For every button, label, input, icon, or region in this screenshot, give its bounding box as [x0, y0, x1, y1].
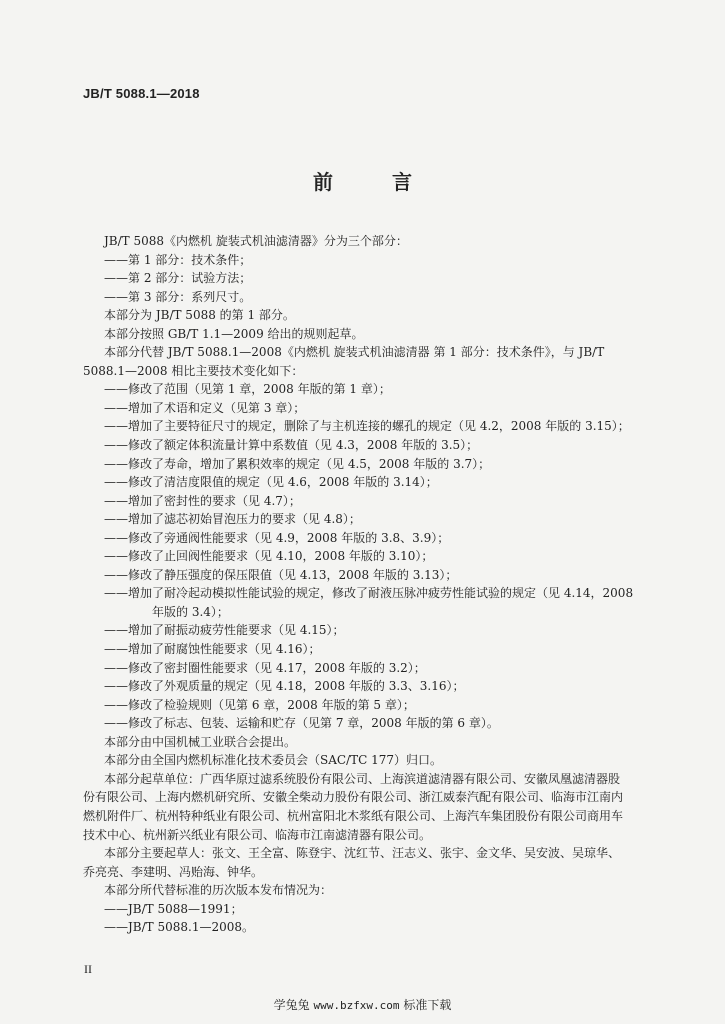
page-number: II [84, 962, 92, 976]
text-line: ——增加了主要特征尺寸的规定，删除了与主机连接的螺孔的规定（见 4.2，2008 年版的 3.15）； [104, 419, 630, 434]
document-code: JB/T 5088.1—2018 [83, 86, 200, 101]
text-line: ——第 1 部分：技术条件； [104, 252, 252, 267]
text-line: ——修改了寿命，增加了累积效率的规定（见 4.5，2008 年版的 3.7）； [104, 456, 491, 471]
text-line: ——修改了范围（见第 1 章，2008 年版的第 1 章）； [104, 382, 391, 397]
page-title: 前 言 [313, 170, 438, 194]
text-line: ——JB/T 5088.1—2008。 [104, 920, 255, 935]
text-line: 5088.1—2008 相比主要技术变化如下： [83, 363, 304, 378]
text-line: ——修改了静压强度的保压限值（见 4.13，2008 年版的 3.13）； [104, 567, 458, 582]
text-line: ——修改了清洁度限值的规定（见 4.6，2008 年版的 3.14）； [104, 475, 438, 490]
watermark-footer [0, 996, 725, 1013]
text-line: 技术中心、杭州新兴纸业有限公司、临海市江南滤清器有限公司。 [83, 827, 432, 842]
text-line: 本部分所代替标准的历次版本发布情况为： [104, 883, 333, 898]
text-line: ——增加了密封性的要求（见 4.7）； [104, 493, 301, 508]
foreword-body [83, 232, 658, 937]
text-line: ——JB/T 5088—1991； [104, 901, 243, 916]
text-line: 本部分由全国内燃机标准化技术委员会（SAC/TC 177）归口。 [104, 753, 443, 768]
text-line: ——修改了标志、包装、运输和贮存（见第 7 章，2008 年版的第 6 章）。 [104, 716, 499, 731]
text-line: ——修改了密封圈性能要求（见 4.17，2008 年版的 3.2）； [104, 660, 426, 675]
footer-label: 标准下载 [403, 998, 452, 1012]
text-line: 本部分主要起草人：张文、王全富、陈登宇、沈红节、汪志义、张宇、金文华、吴安波、吴琼华、 [104, 846, 621, 861]
text-line: ——增加了术语和定义（见第 3 章）； [104, 400, 306, 415]
text-line: 本部分代替 JB/T 5088.1—2008《内燃机 旋装式机油滤清器 第 1 部分：技术条件》，与 JB/T [104, 345, 605, 360]
text-line: ——增加了耐腐蚀性能要求（见 4.16）； [104, 642, 321, 657]
text-line: ——增加了耐冷起动模拟性能试验的规定，修改了耐液压脉冲疲劳性能试验的规定（见 4.14，2008 [104, 586, 634, 601]
text-line: 年版的 3.4）； [152, 604, 229, 619]
text-line: JB/T 5088《内燃机 旋装式机油滤清器》分为三个部分： [104, 234, 408, 248]
text-line: ——修改了检验规则（见第 6 章，2008 年版的第 5 章）； [104, 697, 415, 712]
footer-url[interactable]: www.bzfxw.com [313, 999, 400, 1012]
text-line: 份有限公司、上海内燃机研究所、安徽全柴动力股份有限公司、浙江威泰汽配有限公司、临海市江南内 [83, 790, 624, 805]
text-line: ——修改了外观质量的规定（见 4.18，2008 年版的 3.3、3.16）； [104, 679, 465, 694]
text-line: ——修改了止回阀性能要求（见 4.10，2008 年版的 3.10）； [104, 549, 434, 564]
text-line: ——增加了滤芯初始冒泡压力的要求（见 4.8）； [104, 512, 361, 527]
footer-site: 学兔兔 [273, 998, 310, 1012]
text-line: ——第 2 部分：试验方法； [104, 271, 252, 286]
text-line: ——修改了额定体积流量计算中系数值（见 4.3，2008 年版的 3.5）； [104, 438, 479, 453]
text-line: ——第 3 部分：系列尺寸。 [104, 289, 252, 304]
text-line: 燃机附件厂、杭州特种纸业有限公司、杭州富阳北木浆纸有限公司、上海汽车集团股份有限公司商用车 [83, 808, 624, 823]
text-line: 本部分起草单位：广西华原过滤系统股份有限公司、上海滨道滤清器有限公司、安徽凤凰滤清器股 [104, 771, 621, 786]
text-line: ——增加了耐振动疲劳性能要求（见 4.15）； [104, 623, 345, 638]
text-line: 本部分按照 GB/T 1.1—2009 给出的规则起草。 [104, 326, 364, 341]
text-line: 本部分由中国机械工业联合会提出。 [104, 734, 297, 749]
text-line: 乔亮亮、李建明、冯贻海、钟华。 [83, 864, 264, 879]
text-line: ——修改了旁通阀性能要求（见 4.9，2008 年版的 3.8、3.9）； [104, 530, 450, 545]
text-line: 本部分为 JB/T 5088 的第 1 部分。 [104, 308, 295, 323]
